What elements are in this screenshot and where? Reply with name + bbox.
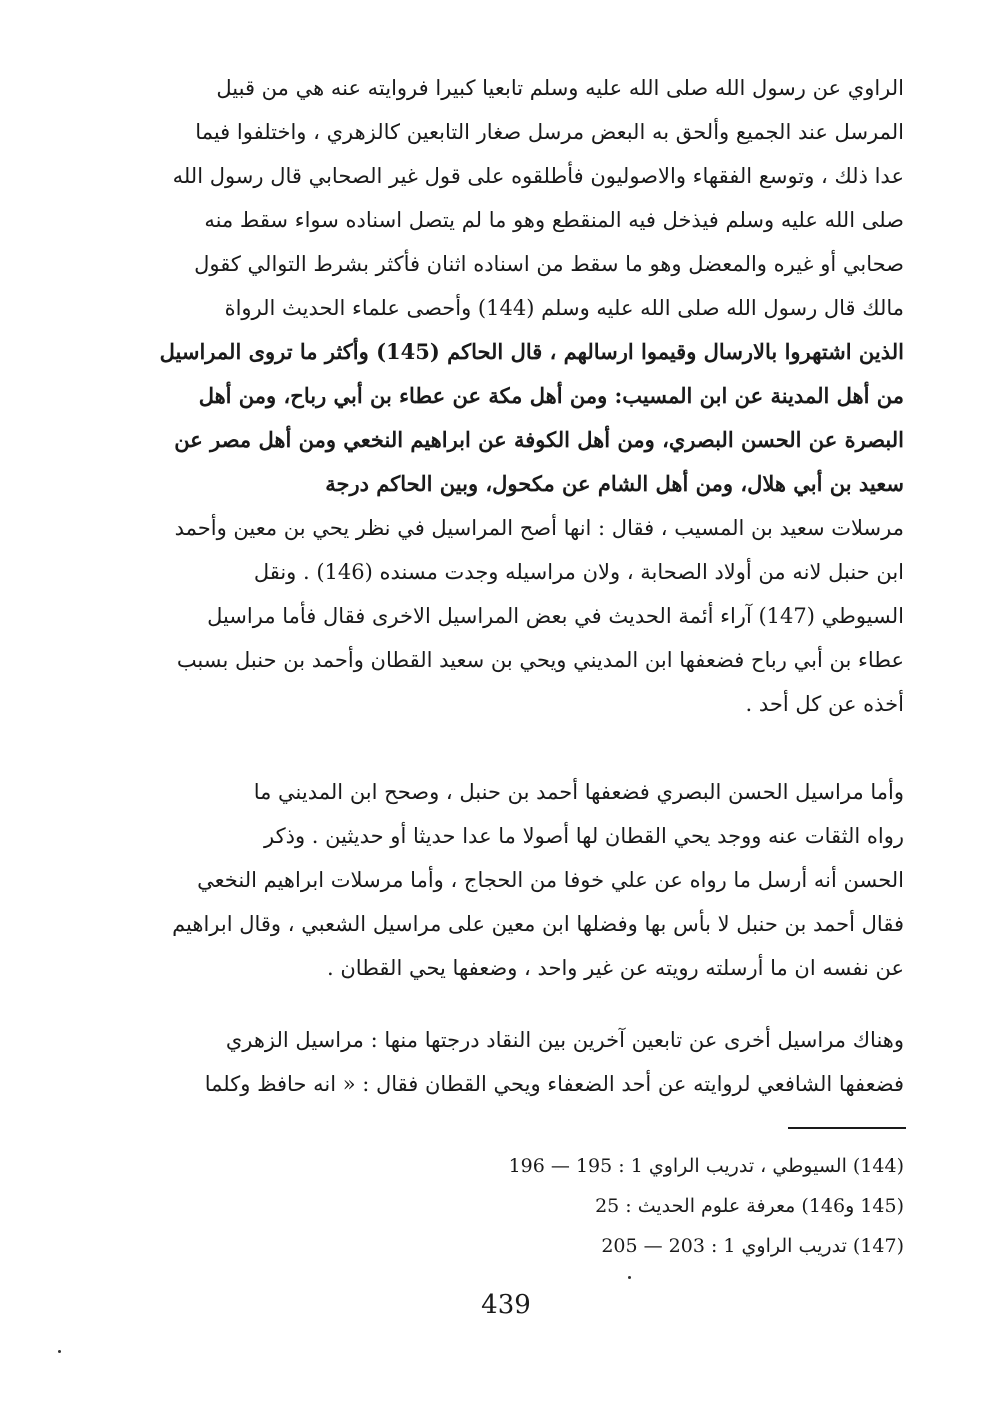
paragraph-2-line: رواه الثقات عنه ووجد يحي القطان لها أصولا ما عدا حديثا أو حديثين . وذكر — [264, 824, 904, 848]
paragraph-1-line: صحابي أو غيره والمعضل وهو ما سقط من اسناده اثنان فأكثر بشرط التوالي كقول — [194, 252, 904, 276]
paragraph-1-line: صلى الله عليه وسلم فيذخل فيه المنقطع وهو ما لم يتصل اسناده سواء سقط منه — [204, 208, 904, 232]
footnotes — [380, 1146, 904, 1266]
paragraph-2 — [118, 770, 904, 990]
paragraph-1-line: سعيد بن أبي هلال، ومن أهل الشام عن مكحول، وبين الحاكم درجة — [325, 471, 904, 496]
paragraph-2-line: الحسن أنه أرسل ما رواه عن علي خوفا من الحجاج ، وأما مرسلات ابراهيم النخعي — [197, 868, 904, 892]
scan-speck — [628, 1276, 631, 1279]
paragraph-1-line: البصرة عن الحسن البصري، ومن أهل الكوفة عن ابراهيم النخعي ومن أهل مصر عن — [174, 427, 904, 452]
footnote-144: (144) السيوطي ، تدريب الراوي 1 : 195 — 196 — [508, 1155, 904, 1177]
paragraph-1 — [118, 66, 904, 726]
paragraph-3-line: فضعفها الشافعي لروايته عن أحد الضعفاء ويحي القطان فقال : « انه حافظ وكلما — [204, 1072, 904, 1096]
paragraph-1-line: عطاء بن أبي رباح فضعفها ابن المديني ويحي بن سعيد القطان وأحمد بن حنبل بسبب — [176, 648, 904, 672]
paragraph-1-line: من أهل المدينة عن ابن المسيب: ومن أهل مكة عن عطاء بن أبي رباح، ومن أهل — [198, 383, 904, 408]
paragraph-2-line: عن نفسه ان ما أرسلته رويته عن غير واحد ، وضعفها يحي القطان . — [327, 956, 904, 980]
scan-speck — [58, 1350, 61, 1353]
paragraph-2-line: فقال أحمد بن حنبل لا بأس بها وفضلها ابن معين على مراسيل الشعبي ، وقال ابراهيم — [172, 912, 904, 936]
footnote-145-146: (145 و146) معرفة علوم الحديث : 25 — [595, 1195, 904, 1217]
paragraph-1-line: السيوطي (147) آراء أئمة الحديث في بعض المراسيل الاخرى فقال فأما مراسيل — [207, 604, 904, 628]
paragraph-1-line: الذين اشتهروا بالارسال وقيموا ارسالهم ، قال الحاكم (145) وأكثر ما تروى المراسيل — [159, 339, 904, 364]
paragraph-1-line: عدا ذلك ، وتوسع الفقهاء والاصوليون فأطلقوه على قول غير الصحابي قال رسول الله — [172, 164, 904, 188]
paragraph-1-line: الراوي عن رسول الله صلى الله عليه وسلم تابعيا كبيرا فروايته عنه هي من قبيل — [216, 76, 904, 100]
footnote-divider — [788, 1127, 906, 1129]
paragraph-2-line: وأما مراسيل الحسن البصري فضعفها أحمد بن حنبل ، وصحح ابن المديني ما — [253, 780, 904, 804]
paragraph-3 — [118, 1018, 904, 1106]
paragraph-1-line: ابن حنبل لانه من أولاد الصحابة ، ولان مراسيله وجدت مسنده (146) . ونقل — [253, 560, 904, 584]
paragraph-1-line: أخذه عن كل أحد . — [745, 692, 904, 716]
paragraph-1-line: المرسل عند الجميع وألحق به البعض مرسل صغار التابعين كالزهري ، واختلفوا فيما — [195, 120, 904, 144]
page-number: 439 — [481, 1290, 531, 1320]
paragraph-3-line: وهناك مراسيل أخرى عن تابعين آخرين بين النقاد درجتها منها : مراسيل الزهري — [225, 1028, 904, 1052]
footnote-147: (147) تدريب الراوي 1 : 203 — 205 — [601, 1235, 904, 1257]
paragraph-1-line: مالك قال رسول الله صلى الله عليه وسلم (144) وأحصى علماء الحديث الرواة — [224, 296, 904, 320]
paragraph-1-line: مرسلات سعيد بن المسيب ، فقال : انها أصح المراسيل في نظر يحي بن معين وأحمد — [174, 516, 904, 540]
